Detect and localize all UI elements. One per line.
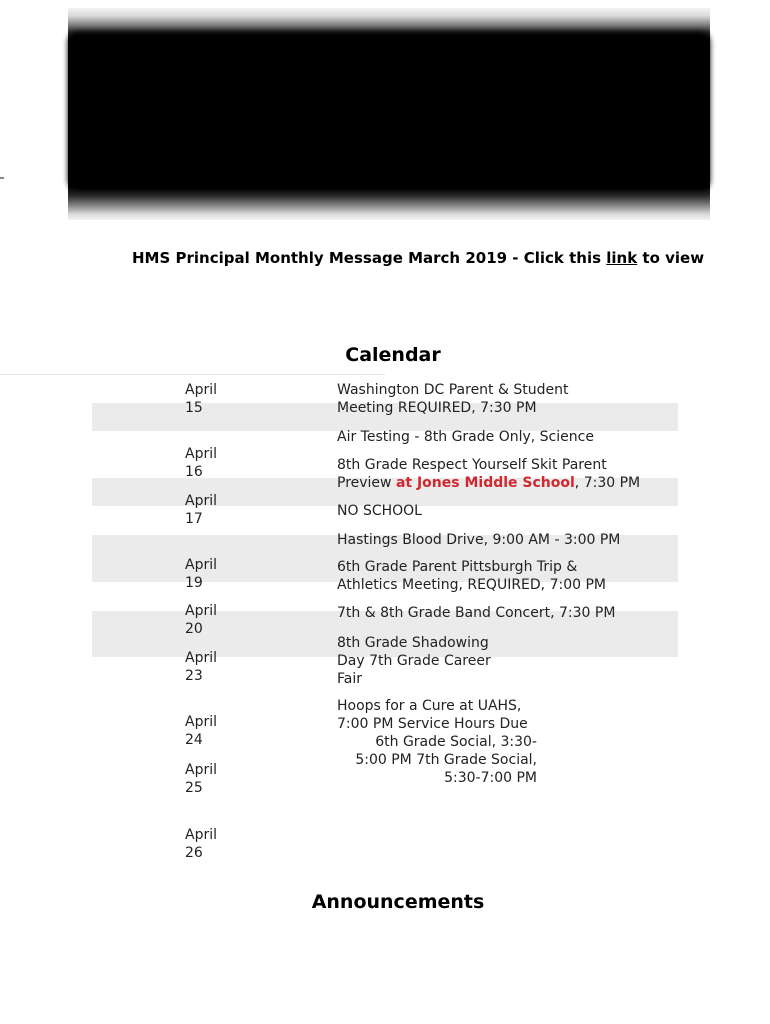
calendar-date: April 15 [185,382,217,416]
calendar-date: April 20 [185,603,217,637]
calendar-date: April 19 [185,557,217,591]
principal-message [132,249,707,268]
calendar-event: Hoops for a Cure at UAHS, 7:00 PM Service Hours Due 6th Grade Social, 3:30- 5:00 PM 7th Grade Social, 5:30-7:00 PM [337,698,537,786]
calendar-heading: Calendar [345,344,441,366]
calendar-event: 8th Grade Respect Yourself Skit Parent Preview at Jones Middle School, 7:30 PM [337,457,641,491]
message-text: HMS Principal Monthly Message March 2019 - Click this [132,249,607,267]
calendar-event: Air Testing - 8th Grade Only, Science [337,429,594,445]
calendar-date: April 17 [185,493,217,527]
divider [0,374,385,375]
calendar-date: April 24 [185,714,217,748]
header-banner [68,8,710,220]
message-text-end: to view [637,249,705,267]
calendar-event: Washington DC Parent & Student Meeting REQUIRED, 7:30 PM [337,382,569,416]
message-link[interactable]: link [606,249,638,267]
edge-mark [0,177,4,179]
calendar-date: April 26 [185,827,217,861]
announcements-heading: Announcements [311,891,485,913]
calendar-date: April 16 [185,446,217,480]
calendar-event: NO SCHOOL [337,503,422,519]
calendar-date: April 25 [185,762,217,796]
calendar-event: 6th Grade Parent Pittsburgh Trip & Athletics Meeting, REQUIRED, 7:00 PM [337,559,606,593]
calendar-event: Hastings Blood Drive, 9:00 AM - 3:00 PM [337,532,621,548]
calendar-event: 7th & 8th Grade Band Concert, 7:30 PM [337,605,616,621]
banner-image [72,36,706,186]
calendar-event: 8th Grade Shadowing Day 7th Grade Career Fair [337,635,491,687]
calendar-date: April 23 [185,650,217,684]
highlight-location: at Jones Middle School [395,475,575,491]
